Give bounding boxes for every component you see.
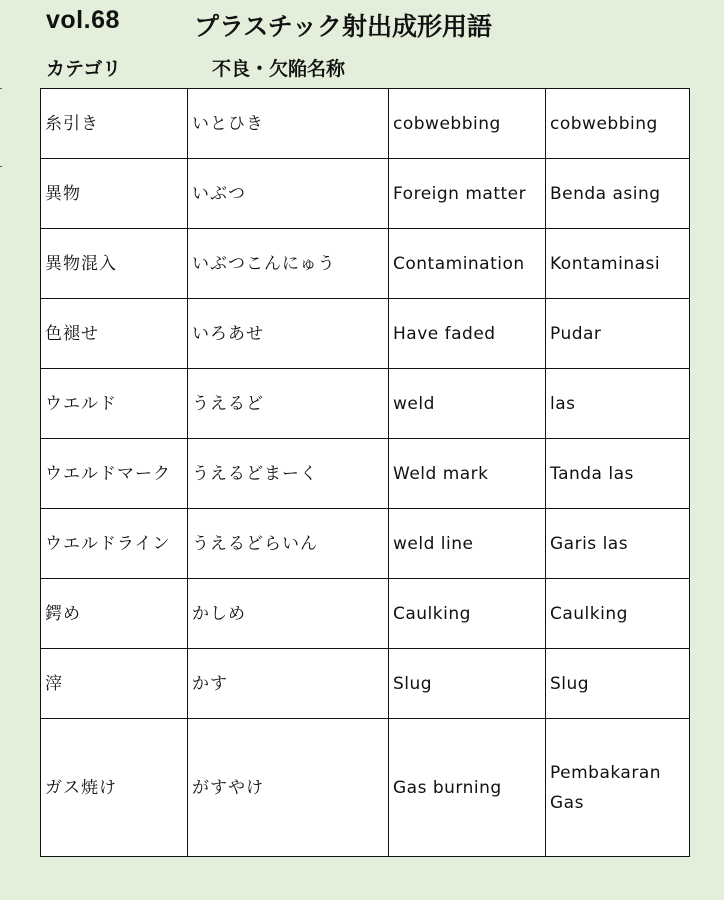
term-reading: かす	[188, 649, 389, 719]
term-japanese: 滓	[41, 649, 188, 719]
table-row	[41, 229, 690, 299]
table-row	[41, 89, 690, 159]
term-english: Caulking	[389, 579, 546, 649]
term-japanese: 異物	[41, 159, 188, 229]
edge-tick-bottom	[0, 166, 2, 167]
term-english: Foreign matter	[389, 159, 546, 229]
term-reading: うえるどらいん	[188, 509, 389, 579]
term-indonesian: cobwebbing	[546, 89, 690, 159]
term-japanese: 異物混入	[41, 229, 188, 299]
term-japanese: ウエルド	[41, 369, 188, 439]
term-reading: いぶつこんにゅう	[188, 229, 389, 299]
term-indonesian: Kontaminasi	[546, 229, 690, 299]
terms-table-body	[41, 89, 690, 857]
term-japanese: 糸引き	[41, 89, 188, 159]
term-japanese: ウエルドライン	[41, 509, 188, 579]
table-row	[41, 299, 690, 369]
term-indonesian: las	[546, 369, 690, 439]
edge-tick-top	[0, 88, 2, 89]
term-reading: うえるどまーく	[188, 439, 389, 509]
term-indonesian: Caulking	[546, 579, 690, 649]
term-japanese: ウエルドマーク	[41, 439, 188, 509]
table-row	[41, 439, 690, 509]
term-english: Gas burning	[389, 719, 546, 857]
page-title: プラスチック射出成形用語	[194, 12, 493, 41]
term-english: weld	[389, 369, 546, 439]
table-row	[41, 649, 690, 719]
term-english: Contamination	[389, 229, 546, 299]
term-reading: うえるど	[188, 369, 389, 439]
term-reading: いろあせ	[188, 299, 389, 369]
term-english: Weld mark	[389, 439, 546, 509]
term-indonesian: Pembakaran Gas	[546, 719, 690, 857]
term-japanese: 色褪せ	[41, 299, 188, 369]
term-reading: がすやけ	[188, 719, 389, 857]
term-indonesian: Pudar	[546, 299, 690, 369]
category-label: カテゴリ	[46, 58, 122, 80]
table-row	[41, 369, 690, 439]
term-indonesian: Slug	[546, 649, 690, 719]
term-indonesian: Garis las	[546, 509, 690, 579]
term-japanese: 鍔め	[41, 579, 188, 649]
table-row	[41, 509, 690, 579]
table-row	[41, 579, 690, 649]
term-reading: いぶつ	[188, 159, 389, 229]
table-row	[41, 159, 690, 229]
volume-number: vol.68	[46, 6, 120, 34]
term-reading: いとひき	[188, 89, 389, 159]
term-indonesian: Tanda las	[546, 439, 690, 509]
table-row	[41, 719, 690, 857]
term-reading: かしめ	[188, 579, 389, 649]
terms-table	[40, 88, 690, 857]
term-english: cobwebbing	[389, 89, 546, 159]
term-english: Have faded	[389, 299, 546, 369]
term-japanese: ガス焼け	[41, 719, 188, 857]
term-english: Slug	[389, 649, 546, 719]
category-value: 不良・欠陥名称	[212, 58, 346, 80]
term-indonesian: Benda asing	[546, 159, 690, 229]
term-english: weld line	[389, 509, 546, 579]
